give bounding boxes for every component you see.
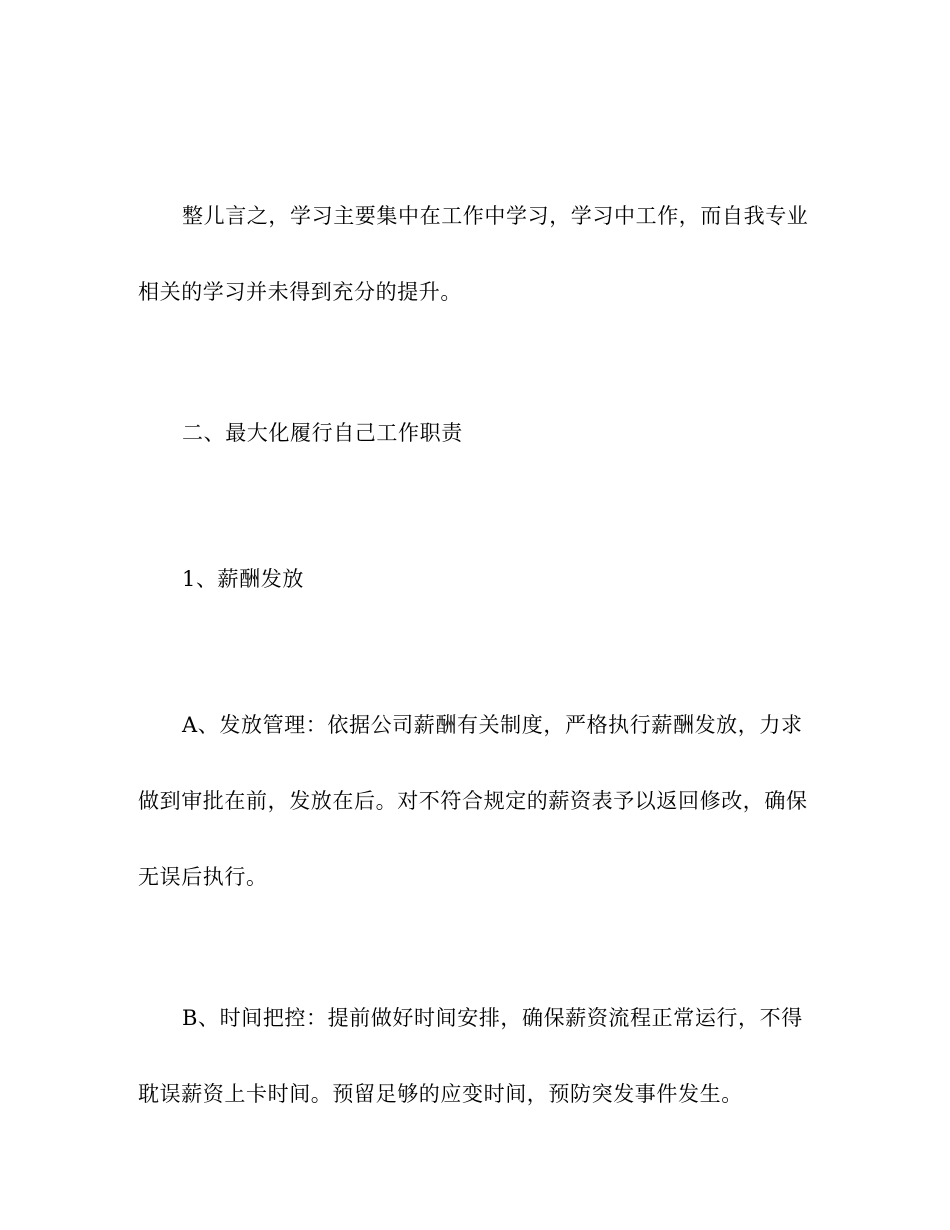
- subsection-heading-payroll: 1、薪酬发放: [182, 567, 304, 591]
- paragraph-summary: 整儿言之，学习主要集中在工作中学习，学习中工作，而自我专业相关的学习并未得到充分的提升。: [138, 204, 809, 304]
- section-heading-duties: 二、最大化履行自己工作职责: [182, 421, 463, 445]
- paragraph-time-control: B、时间把控：提前做好时间安排，确保薪资流程正常运行，不得耽误薪资上卡时间。预留足够的应变时间，预防突发事件发生。: [138, 1006, 803, 1106]
- paragraph-distribution-management: A、发放管理：依据公司薪酬有关制度，严格执行薪酬发放，力求做到审批在前，发放在后。对不符合规定的薪资表予以返回修改，确保无误后执行。: [138, 713, 808, 889]
